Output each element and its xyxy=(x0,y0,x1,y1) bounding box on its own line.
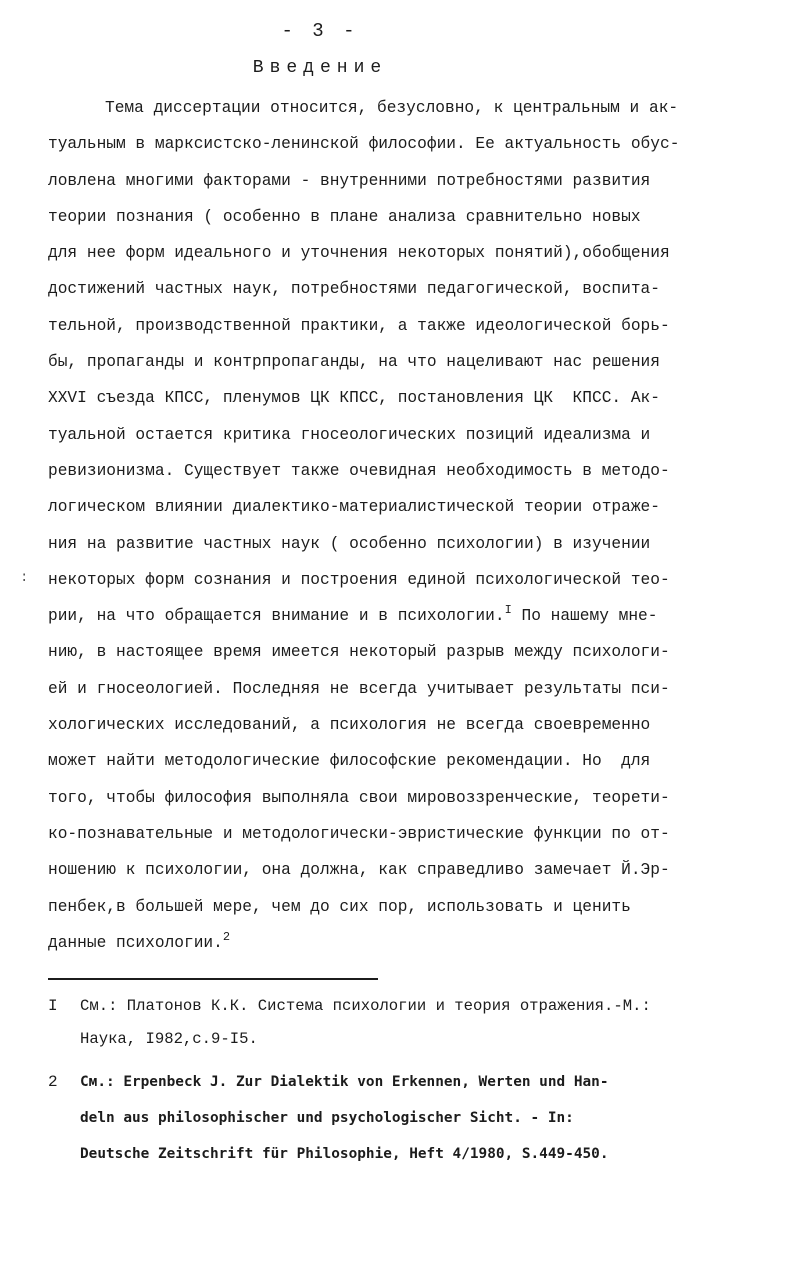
footnote-number: 2 xyxy=(48,1073,58,1091)
body-line-text: логическом влиянии диалектико-материалистической теории отраже- xyxy=(48,498,660,517)
body-line xyxy=(48,747,760,783)
body-line xyxy=(48,384,760,420)
body-line-text: может найти методологические философские рекомендации. Но для xyxy=(48,752,651,771)
body-line-text: ей и гносеологией. Последняя не всегда учитывает результаты пси- xyxy=(48,679,670,698)
body-line-text: тельной, производственной практики, а также идеологической борь- xyxy=(48,316,670,335)
body-line-text: ловлена многими факторами - внутренними потребностями развития xyxy=(48,171,651,190)
footnote-reference: I xyxy=(504,603,512,618)
body-line-text: ния на развитие частных наук ( особенно психологии) в изучении xyxy=(48,534,651,553)
body-line xyxy=(48,421,760,457)
footnote-line: См.: Платонов К.К. Система психологии и теория отражения.-М.: xyxy=(80,997,651,1015)
body-line xyxy=(48,348,760,384)
footnote-line: См.: Erpenbeck J. Zur Dialektik von Erkennen, Werten und Han- xyxy=(80,1074,609,1090)
body-line-text: хологических исследований, а психология не всегда своевременно xyxy=(48,716,651,735)
body-line-text: данные психологии. xyxy=(48,933,223,952)
footnotes xyxy=(48,992,768,1176)
body-line-text: ко-познавательные и методологически-эвристические функции по от- xyxy=(48,824,670,843)
body-line xyxy=(48,457,760,493)
body-line-text: достижений частных наук, потребностями педагогической, воспита- xyxy=(48,280,660,299)
body-line xyxy=(48,203,760,239)
body-line xyxy=(48,167,760,203)
body-line-text: туальным в марксистско-ленинской философии. Ее актуальность обус- xyxy=(48,135,680,154)
footnote xyxy=(48,1068,768,1176)
body-line xyxy=(48,94,760,130)
body-line xyxy=(48,711,760,747)
page-number: - 3 - xyxy=(281,20,359,42)
footnote-divider xyxy=(48,978,378,980)
footnote-reference: 2 xyxy=(222,929,231,944)
body-line-text: туальной остается критика гносеологических позиций идеализма и xyxy=(48,425,651,444)
body-line xyxy=(48,566,760,602)
body-line xyxy=(48,530,760,566)
body-line xyxy=(48,893,760,929)
footnote-number: I xyxy=(48,997,58,1015)
footnote-line: Наука, I982,с.9-I5. xyxy=(80,1030,258,1048)
body-line xyxy=(48,820,760,856)
body-line-text: ревизионизма. Существует также очевидная необходимость в методо- xyxy=(48,461,670,480)
body-line xyxy=(48,493,760,529)
body-line-text: пенбек,в большей мере, чем до сих пор, использовать и ценить xyxy=(48,897,631,916)
body-line-text: нию, в настоящее время имеется некоторый разрыв между психологи- xyxy=(48,643,670,662)
body-line-text: некоторых форм сознания и построения единой психологической тео- xyxy=(48,570,670,589)
margin-mark: : xyxy=(20,570,29,586)
body-line xyxy=(48,784,760,820)
body-line-text: ношению к психологии, она должна, как справедливо замечает Й.Эр- xyxy=(48,861,670,880)
body-text xyxy=(48,94,760,965)
body-line xyxy=(48,239,760,275)
body-line xyxy=(48,602,760,638)
body-line xyxy=(48,675,760,711)
body-line xyxy=(48,130,760,166)
footnote-line: deln aus philosophischer und psychologischer Sicht. - In: xyxy=(80,1110,574,1126)
body-line xyxy=(48,275,760,311)
body-line-text: бы, пропаганды и контрпропаганды, на что нацеливают нас решения xyxy=(48,353,660,372)
footnote xyxy=(48,992,768,1058)
footnote-line: Deutsche Zeitschrift für Philosophie, Heft 4/1980, S.449-450. xyxy=(80,1146,609,1162)
body-line-text: рии, на что обращается внимание и в психологии. xyxy=(48,607,505,626)
body-line-text: того, чтобы философия выполняла свои мировоззренческие, теорети- xyxy=(48,788,670,807)
body-line-text-after: По нашему мне- xyxy=(511,607,658,626)
body-line xyxy=(48,856,760,892)
body-line-text: Тема диссертации относится, безусловно, к центральным и ак- xyxy=(105,99,679,117)
body-line xyxy=(48,312,760,348)
section-title: Введение xyxy=(252,58,388,78)
body-line-text: теории познания ( особенно в плане анализа сравнительно новых xyxy=(48,207,641,226)
body-line xyxy=(48,638,760,674)
body-line xyxy=(48,929,760,965)
body-line-text: для нее форм идеального и уточнения некоторых понятий),обобщения xyxy=(48,244,670,263)
body-line-text: XXVI съезда КПСС, пленумов ЦК КПСС, постановления ЦК КПСС. Ак- xyxy=(48,389,660,408)
